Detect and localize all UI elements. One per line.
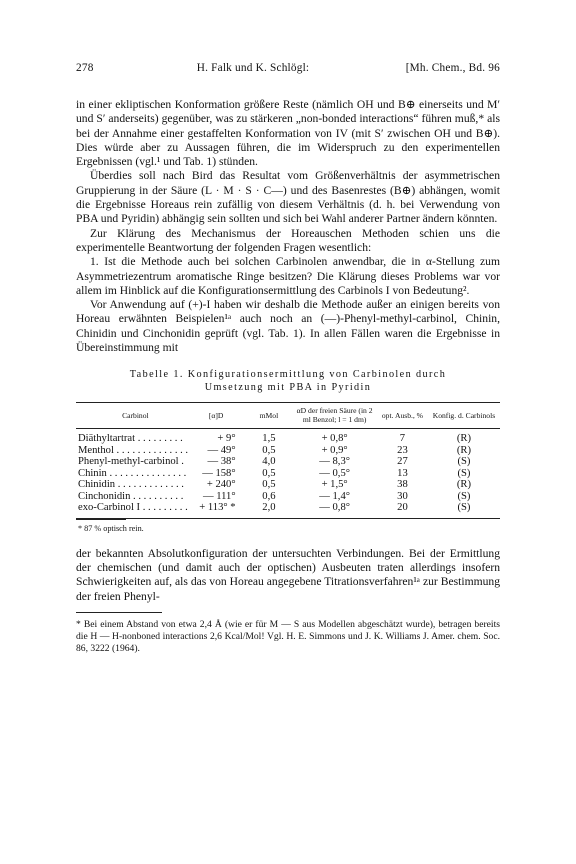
- paragraph: der bekannten Absolutkonfiguration der untersuchten Verbindungen. Bei der Ermittlung der chemischen (und damit auch der optischen) Ausbeuten traten allerdings insofern Schwierigkeiten auf, als das von Horeau angegebene Titrationsverfahren¹ᵃ zur Bestimmung der freien Phenyl-: [76, 546, 500, 603]
- running-header: [76, 62, 500, 80]
- cell-optical-yield: 30: [397, 490, 408, 502]
- cell-optical-yield: 27: [397, 456, 408, 468]
- table-header-row: [76, 403, 500, 429]
- page-footnote: * Bei einem Abstand von etwa 2,4 Å (wie er für M — S aus Modellen abgeschätzt wurde), betragen bereits die H — H-nonboned interactions 2,6 Kcal/Mol! Vgl. H. E. Simmons und J. K. Williams J. Amer. chem. Soc. 86, 3222 (1964).: [76, 619, 500, 655]
- table-row: [76, 468, 500, 480]
- paragraph: in einer ekliptischen Konformation größere Reste (nämlich OH und B⊕ einerseits und M′ und S′ anderseits) gegenüber, was zu stärkeren „non-bonded interactions“ führen muß,* als bei der Annahme einer gestaffelten Konformation von IV (mit S′ zwischen OH und B⊕). Dies würde aber zu Aussagen führen, die im Widerspruch zu den experimentellen Ergebnissen (vgl.¹ und Tab. 1) stünden.: [76, 98, 500, 169]
- col-header-alpha-acid: αD der freien Säure (in 2 ml Benzol; l = 1 dm): [292, 403, 377, 429]
- paragraph: Zur Klärung des Mechanismus der Horeauschen Methoden schien uns die experimentelle Beantwortung der folgenden Fragen wesentlich:: [76, 226, 500, 254]
- table-row: [76, 445, 500, 457]
- cell-rotation: — 158°: [202, 467, 236, 479]
- table-caption-line: Tabelle 1. Konfigurationsermittlung von Carbinolen durch: [129, 369, 447, 381]
- cell-configuration: (S): [457, 456, 471, 468]
- col-header-configuration: Konfig. d. Carbinols: [428, 403, 500, 429]
- table-row: [76, 429, 500, 445]
- cell-optical-yield: 23: [397, 444, 408, 456]
- cell-carbinol: Diäthyltartrat . . . . . . . . .: [78, 433, 183, 445]
- cell-rotation: + 9°: [217, 433, 236, 445]
- cell-mmol: 0,5: [262, 444, 276, 456]
- cell-carbinol: Chinidin . . . . . . . . . . . . .: [78, 479, 184, 491]
- results-table: [76, 402, 500, 519]
- paragraph: 1. Ist die Methode auch bei solchen Carbinolen anwendbar, die in α-Stellung zum Asymmetriezentrum aromatische Ringe besitzen? Die Klärung dieses Problems war vor allem im Hinblick auf die Konfigurationsermittlung des Carbinols I von Bedeutung².: [76, 255, 500, 297]
- table-row: [76, 502, 500, 518]
- table-row: [76, 479, 500, 491]
- col-header-carbinol: Carbinol: [76, 403, 195, 429]
- cell-acid-rotation: — 0,8°: [292, 502, 377, 518]
- cell-mmol: 1,5: [262, 433, 276, 445]
- table-footnote: * 87 % optisch rein.: [78, 523, 144, 533]
- document-page: [76, 62, 500, 656]
- cell-rotation: — 38°: [207, 456, 236, 468]
- cell-configuration: (S): [428, 502, 500, 518]
- cell-optical-yield: 20: [377, 502, 428, 518]
- table-caption: [76, 369, 500, 394]
- cell-carbinol: Menthol . . . . . . . . . . . . . .: [78, 444, 189, 456]
- cell-acid-rotation: — 0,5°: [319, 467, 350, 479]
- cell-acid-rotation: + 1,5°: [321, 479, 348, 491]
- cell-acid-rotation: + 0,9°: [321, 444, 348, 456]
- cell-configuration: (R): [456, 444, 471, 456]
- cell-mmol: 4,0: [262, 456, 276, 468]
- cell-configuration: (S): [457, 490, 471, 502]
- cell-configuration: (S): [457, 467, 471, 479]
- body-text-bottom: [76, 547, 500, 604]
- col-header-mmol: mMol: [246, 403, 293, 429]
- table-caption-line: Umsetzung mit PBA in Pyridin: [204, 381, 372, 393]
- paragraph: Vor Anwendung auf (+)-I haben wir deshalb die Methode außer an einigen bereits von Horeau erwähnten Beispielen¹ᵃ auch noch an (—)-Phenyl-methyl-carbinol, Chinin, Chinidin und Cinchonidin geprüft (vgl. Tab. 1). In allen Fällen waren die Ergebnisse in Übereinstimmung mit: [76, 298, 500, 355]
- cell-mmol: 0,6: [262, 490, 276, 502]
- page-number: 278: [76, 62, 94, 74]
- cell-optical-yield: 7: [399, 433, 406, 445]
- table-row: [76, 456, 500, 468]
- cell-acid-rotation: — 8,3°: [319, 456, 350, 468]
- cell-mmol: 0,5: [262, 467, 276, 479]
- header-journal: [Mh. Chem., Bd. 96: [405, 62, 500, 74]
- cell-rotation: — 111°: [203, 490, 236, 502]
- footnote-rule: [76, 612, 162, 613]
- cell-optical-yield: 13: [397, 467, 408, 479]
- header-authors: H. Falk und K. Schlögl:: [196, 62, 310, 74]
- cell-carbinol: exo-Carbinol I . . . . . . . . .: [76, 502, 195, 518]
- table-footnote-rule: [76, 519, 126, 520]
- cell-rotation: + 240°: [206, 479, 236, 491]
- body-text-top: [76, 98, 500, 355]
- cell-acid-rotation: + 0,8°: [321, 433, 348, 445]
- paragraph: Überdies soll nach Bird das Resultat vom Größenverhältnis der asymmetrischen Gruppierung in der Säure (L · M · S · C—) und des Basenrestes (B⊕) abhängen, womit die Ergebnisse Horeaus rein zufällig von diesem Verhältnis (d. h. bei Verwendung von PBA und Pyridin) abhängig sein sollten und sich bei Wahl anderer Partner ändern könnten.: [76, 169, 500, 226]
- cell-mmol: 0,5: [262, 479, 276, 491]
- cell-carbinol: Phenyl-methyl-carbinol .: [78, 456, 184, 468]
- cell-acid-rotation: — 1,4°: [319, 490, 350, 502]
- cell-optical-yield: 38: [397, 479, 408, 491]
- table-row: [76, 491, 500, 503]
- col-header-alpha: [α]D: [195, 403, 246, 429]
- cell-configuration: (R): [456, 433, 471, 445]
- cell-configuration: (R): [456, 479, 471, 491]
- cell-rotation: — 49°: [207, 444, 236, 456]
- col-header-yield: opt. Ausb., %: [377, 403, 428, 429]
- cell-carbinol: Chinin . . . . . . . . . . . . . . .: [78, 467, 187, 479]
- cell-carbinol: Cinchonidin . . . . . . . . . .: [78, 490, 184, 502]
- cell-rotation: + 113° *: [195, 502, 246, 518]
- cell-mmol: 2,0: [246, 502, 293, 518]
